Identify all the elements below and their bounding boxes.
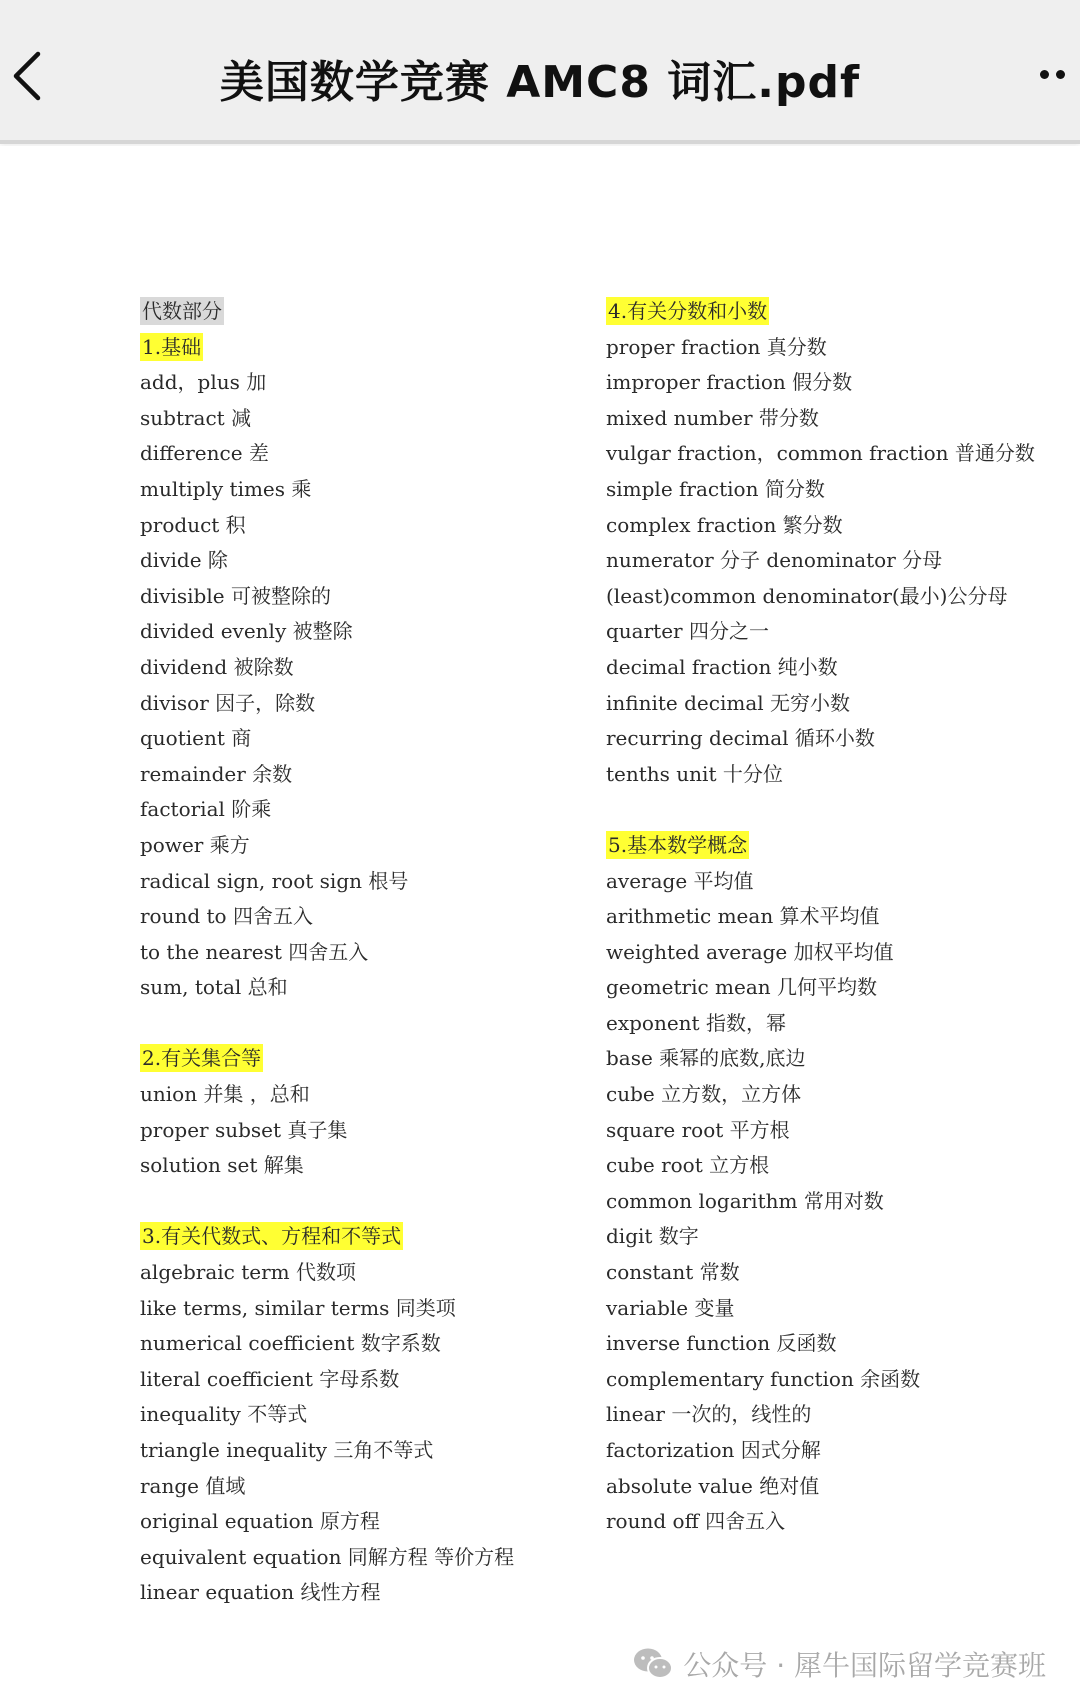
group-heading (606, 294, 1066, 330)
vocab-item: to the nearest 四舍五入 (140, 939, 369, 964)
vocab-item: equivalent equation 同解方程 等价方程 (140, 1544, 515, 1569)
vocab-item: factorial 阶乘 (140, 797, 272, 822)
vocab-item: literal coefficient 字母系数 (140, 1366, 400, 1391)
vocab-item: quotient 商 (140, 726, 252, 751)
right-column (606, 294, 1066, 1540)
vocab-item: dividend 被除数 (140, 654, 294, 679)
vocab-item: algebraic term 代数项 (140, 1260, 356, 1285)
vocab-item: power 乘方 (140, 832, 250, 857)
group-heading (140, 1219, 590, 1255)
vocab-item: recurring decimal 循环小数 (606, 726, 875, 751)
vocab-item: factorization 因式分解 (606, 1438, 821, 1462)
vocab-item: linear 一次的，线性的 (606, 1402, 812, 1427)
group-heading-text: 2.有关集合等 (142, 1046, 262, 1071)
vocab-item: numerical coefficient 数字系数 (140, 1331, 441, 1356)
vocab-item: proper fraction 真分数 (606, 334, 827, 359)
vocab-item: divided evenly 被整除 (140, 619, 353, 644)
vocab-item: add，plus 加 (140, 370, 267, 395)
section-heading (140, 294, 590, 330)
group-heading (140, 330, 590, 366)
pdf-page[interactable] (0, 146, 1080, 1698)
more-dots-icon (1040, 70, 1049, 79)
vocab-item: average 平均值 (606, 868, 754, 893)
group-heading-text: 4.有关分数和小数 (608, 299, 768, 323)
section-heading-text: 代数部分 (142, 299, 222, 323)
vocab-item: exponent 指数，幂 (606, 1010, 786, 1035)
group-heading-text: 3.有关代数式、方程和不等式 (142, 1224, 402, 1249)
vocab-item: round off 四舍五入 (606, 1509, 786, 1534)
vocab-item: geometric mean 几何平均数 (606, 975, 877, 1000)
vocab-item: divide 除 (140, 548, 228, 573)
vocab-item: multiply times 乘 (140, 476, 312, 501)
vocab-item: improper fraction 假分数 (606, 370, 853, 395)
vocab-item: remainder 余数 (140, 761, 293, 786)
vocab-item: simple fraction 简分数 (606, 476, 825, 501)
spacer (140, 1006, 590, 1042)
vocab-item: variable 变量 (606, 1295, 735, 1320)
vocab-item: weighted average 加权平均值 (606, 939, 894, 964)
vocab-item: proper subset 真子集 (140, 1117, 348, 1142)
vocab-item: complex fraction 繁分数 (606, 512, 843, 537)
vocab-item: base 乘幂的底数,底边 (606, 1046, 806, 1071)
vocab-item: radical sign, root sign 根号 (140, 868, 409, 893)
vocab-item: product 积 (140, 512, 246, 537)
chevron-left-icon (8, 48, 48, 104)
left-column (140, 294, 590, 1611)
vocab-item: vulgar fraction，common fraction 普通分数 (606, 441, 1035, 466)
vocab-item: inverse function 反函数 (606, 1331, 837, 1356)
vocab-item: original equation 原方程 (140, 1509, 380, 1534)
vocab-item: like terms, similar terms 同类项 (140, 1295, 456, 1320)
vocab-item: divisor 因子，除数 (140, 690, 316, 715)
vocab-item: tenths unit 十分位 (606, 761, 783, 786)
vocab-item: round to 四舍五入 (140, 904, 313, 929)
top-bar (0, 0, 1080, 144)
vocab-item: triangle inequality 三角不等式 (140, 1438, 434, 1462)
spacer (606, 792, 1066, 828)
vocab-item: infinite decimal 无穷小数 (606, 690, 851, 715)
vocab-item: mixed number 带分数 (606, 405, 819, 430)
group-heading (606, 828, 1066, 864)
vocab-item: (least)common denominator(最小)公分母 (606, 583, 1008, 608)
vocab-item: divisible 可被整除的 (140, 583, 331, 608)
vocab-item: numerator 分子 denominator 分母 (606, 548, 943, 573)
vocab-item: decimal fraction 纯小数 (606, 654, 838, 679)
vocab-item: quarter 四分之一 (606, 619, 769, 644)
vocab-item: subtract 减 (140, 405, 252, 430)
vocab-item: common logarithm 常用对数 (606, 1188, 884, 1213)
group-heading (140, 1041, 590, 1077)
page-title: 美国数学竞赛 AMC8 词汇.pdf (219, 57, 861, 108)
vocab-item: constant 常数 (606, 1260, 740, 1285)
vocab-item: linear equation 线性方程 (140, 1580, 381, 1605)
vocab-item: arithmetic mean 算术平均值 (606, 904, 880, 929)
group-heading-text: 1.基础 (142, 334, 202, 359)
vocab-item: absolute value 绝对值 (606, 1473, 820, 1498)
group-heading-text: 5.基本数学概念 (608, 832, 748, 857)
more-dots-icon (1056, 70, 1065, 79)
vocab-item: inequality 不等式 (140, 1402, 308, 1427)
vocab-item: range 值域 (140, 1473, 246, 1498)
back-button[interactable] (0, 40, 60, 110)
more-button[interactable] (1034, 62, 1074, 86)
watermark (633, 1644, 1046, 1684)
watermark-text: 公众号 · 犀牛国际留学竞赛班 (683, 1649, 1046, 1682)
vocab-item: difference 差 (140, 441, 269, 466)
vocab-item: cube root 立方根 (606, 1153, 770, 1178)
spacer (140, 1184, 590, 1220)
vocab-item: complementary function 余函数 (606, 1366, 921, 1391)
vocab-item: union 并集 ，总和 (140, 1082, 310, 1107)
vocab-item: square root 平方根 (606, 1117, 790, 1142)
vocab-item: solution set 解集 (140, 1153, 304, 1178)
vocab-item: sum, total 总和 (140, 975, 288, 1000)
wechat-icon (633, 1647, 673, 1681)
vocab-item: digit 数字 (606, 1224, 699, 1249)
vocab-item: cube 立方数，立方体 (606, 1082, 802, 1107)
